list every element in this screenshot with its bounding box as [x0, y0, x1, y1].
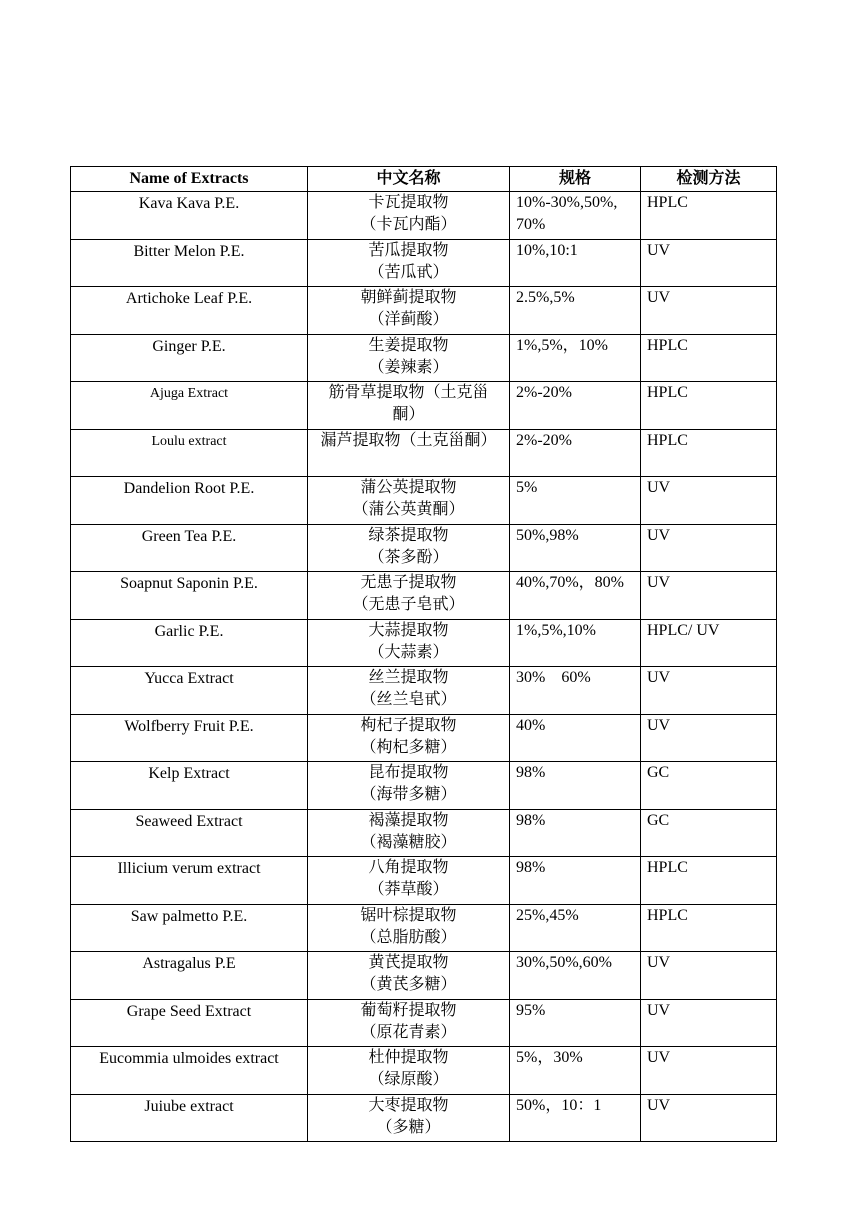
- chinese-name-line1: 黄芪提取物: [368, 954, 449, 971]
- chinese-name: [308, 904, 510, 952]
- table-row: [71, 1094, 777, 1142]
- extract-name-text: Loulu extract: [151, 433, 227, 449]
- extract-name: [71, 999, 308, 1047]
- chinese-name-line2: （绿原酸）: [368, 1071, 449, 1088]
- table-row: [71, 572, 777, 620]
- extract-name: [71, 904, 308, 952]
- extract-name: [71, 1094, 308, 1142]
- table-row: [71, 287, 777, 335]
- header-method: 检测方法: [641, 167, 777, 192]
- test-method-text: UV: [647, 574, 671, 591]
- test-method: [641, 382, 777, 430]
- chinese-name-line1: 昆布提取物: [368, 764, 449, 781]
- test-method: [641, 999, 777, 1047]
- chinese-name-line2: 酮）: [392, 406, 425, 423]
- test-method: [641, 572, 777, 620]
- chinese-name-line1: 朝鲜蓟提取物: [360, 289, 457, 306]
- extract-name: [71, 239, 308, 287]
- specification-line1: 1%,5%，10%: [516, 336, 608, 354]
- extract-name-text: Bitter Melon P.E.: [133, 242, 245, 260]
- table-row: [71, 999, 777, 1047]
- chinese-name-line1: 八角提取物: [368, 859, 449, 876]
- header-cn: 中文名称: [308, 167, 510, 192]
- chinese-name: [308, 287, 510, 335]
- extract-name-text: Soapnut Saponin P.E.: [120, 575, 258, 592]
- test-method-text: HPLC: [647, 906, 688, 924]
- chinese-name-line2: （海带多糖）: [360, 786, 457, 803]
- test-method-text: UV: [647, 1049, 671, 1066]
- test-method-text: UV: [647, 954, 671, 971]
- table-row: [71, 619, 777, 667]
- chinese-name-line1: 褐藻提取物: [368, 811, 449, 829]
- chinese-name: [308, 334, 510, 382]
- specification: [510, 334, 641, 382]
- test-method: [641, 619, 777, 667]
- extract-name-text: Illicium verum extract: [117, 860, 261, 877]
- table-row: [71, 1047, 777, 1095]
- specification: [510, 762, 641, 810]
- test-method: [641, 714, 777, 762]
- test-method-text: HPLC: [647, 859, 688, 876]
- chinese-name-line2: （蒲公英黄酮）: [352, 501, 465, 518]
- test-method-text: HPLC: [647, 194, 688, 211]
- specification-line1: 50%，10：1: [516, 1096, 602, 1114]
- specification: [510, 239, 641, 287]
- table-row: [71, 809, 777, 857]
- header-name: Name of Extracts: [71, 167, 308, 192]
- chinese-name-line2: （莽草酸）: [368, 881, 449, 898]
- extracts-table: [70, 166, 777, 1142]
- table-row: [71, 714, 777, 762]
- table-row: [71, 429, 777, 477]
- specification-line1: 10%,10:1: [516, 241, 578, 259]
- chinese-name: [308, 524, 510, 572]
- test-method: [641, 524, 777, 572]
- specification: [510, 714, 641, 762]
- extract-name-text: Kelp Extract: [148, 765, 230, 782]
- specification-line1: 50%,98%: [516, 526, 579, 544]
- specification: [510, 809, 641, 857]
- extract-name: [71, 572, 308, 620]
- extract-name-text: Garlic P.E.: [154, 622, 224, 640]
- specification: [510, 287, 641, 335]
- specification-line1: 5%，30%: [516, 1049, 583, 1066]
- test-method: [641, 952, 777, 1000]
- chinese-name-line1: 筋骨草提取物（土克甾: [328, 384, 489, 401]
- specification-line1: 98%: [516, 764, 546, 781]
- table-row: [71, 477, 777, 525]
- test-method: [641, 1047, 777, 1095]
- chinese-name-line2: （卡瓦内酯）: [360, 216, 457, 233]
- test-method: [641, 857, 777, 905]
- test-method-text: HPLC: [647, 336, 688, 354]
- chinese-name-line2: （姜辣素）: [368, 358, 449, 376]
- chinese-name-line1: 大蒜提取物: [368, 621, 449, 639]
- chinese-name-line2: （茶多酚）: [368, 548, 449, 566]
- specification-line1: 40%,70%，80%: [516, 574, 624, 591]
- extract-name: [71, 762, 308, 810]
- chinese-name-line1: 枸杞子提取物: [360, 716, 457, 734]
- extract-name-text: Seaweed Extract: [135, 812, 243, 830]
- specification: [510, 572, 641, 620]
- chinese-name: [308, 572, 510, 620]
- specification-line1: 1%,5%,10%: [516, 621, 596, 639]
- chinese-name-line2: （总脂肪酸）: [360, 928, 457, 946]
- chinese-name-line2: （褐藻糖胶）: [360, 833, 457, 851]
- specification: [510, 524, 641, 572]
- extract-name-text: Green Tea P.E.: [141, 527, 237, 545]
- table-row: [71, 952, 777, 1000]
- specification: [510, 952, 641, 1000]
- chinese-name: [308, 952, 510, 1000]
- chinese-name-line2: （黄芪多糖）: [360, 976, 457, 993]
- test-method-text: UV: [647, 716, 671, 734]
- test-method: [641, 192, 777, 240]
- specification: [510, 999, 641, 1047]
- extract-name-text: Grape Seed Extract: [126, 1002, 252, 1020]
- test-method: [641, 667, 777, 715]
- test-method: [641, 287, 777, 335]
- extract-name-text: Wolfberry Fruit P.E.: [124, 717, 254, 735]
- chinese-name-line1: 无患子提取物: [360, 574, 457, 591]
- test-method: [641, 239, 777, 287]
- test-method: [641, 1094, 777, 1142]
- specification: [510, 192, 641, 240]
- extract-name-text: Artichoke Leaf P.E.: [125, 290, 253, 307]
- extract-name: [71, 524, 308, 572]
- extract-name: [71, 334, 308, 382]
- test-method-text: GC: [647, 811, 670, 829]
- extract-name: [71, 429, 308, 477]
- extract-name: [71, 1047, 308, 1095]
- test-method-text: GC: [647, 764, 670, 781]
- specification-line1: 98%: [516, 811, 546, 829]
- extract-name-text: Juiube extract: [144, 1097, 234, 1115]
- specification-line1: 98%: [516, 859, 546, 876]
- specification: [510, 904, 641, 952]
- chinese-name: [308, 1047, 510, 1095]
- specification: [510, 857, 641, 905]
- extract-name: [71, 714, 308, 762]
- table-row: [71, 334, 777, 382]
- test-method-text: UV: [647, 526, 671, 544]
- chinese-name-line2: （枸杞多糖）: [360, 738, 457, 756]
- extract-name: [71, 667, 308, 715]
- test-method-text: HPLC/ UV: [647, 621, 720, 639]
- header-spec: 规格: [510, 167, 641, 192]
- specification-line1: 5%: [516, 479, 538, 496]
- test-method-text: UV: [647, 1001, 671, 1019]
- specification-line1: 25%,45%: [516, 906, 579, 924]
- test-method-text: HPLC: [647, 431, 688, 449]
- specification-line1: 10%-30%,50%,: [516, 194, 618, 211]
- test-method: [641, 429, 777, 477]
- table-row: [71, 667, 777, 715]
- extract-name-text: Eucommia ulmoides extract: [99, 1050, 279, 1067]
- chinese-name: [308, 809, 510, 857]
- test-method: [641, 762, 777, 810]
- chinese-name-line2: （无患子皂甙）: [352, 596, 465, 613]
- table-row: [71, 524, 777, 572]
- chinese-name-line1: 漏芦提取物（土克甾酮）: [320, 431, 497, 449]
- chinese-name-line1: 杜仲提取物: [368, 1049, 449, 1066]
- table-row: [71, 857, 777, 905]
- test-method-text: UV: [647, 1096, 671, 1114]
- chinese-name: [308, 667, 510, 715]
- chinese-name: [308, 429, 510, 477]
- chinese-name-line1: 葡萄籽提取物: [360, 1001, 457, 1019]
- test-method: [641, 334, 777, 382]
- chinese-name-line2: （大蒜素）: [368, 643, 449, 661]
- specification: [510, 667, 641, 715]
- chinese-name-line2: （原花青素）: [360, 1023, 457, 1041]
- chinese-name: [308, 239, 510, 287]
- extract-name-text: Ajuga Extract: [149, 386, 229, 401]
- chinese-name-line1: 丝兰提取物: [368, 669, 449, 686]
- chinese-name-line1: 蒲公英提取物: [360, 479, 457, 496]
- chinese-name-line2: （丝兰皂甙）: [360, 691, 457, 708]
- extract-name: [71, 192, 308, 240]
- extract-name: [71, 477, 308, 525]
- chinese-name-line2: （多糖）: [376, 1118, 441, 1136]
- extract-name-text: Yucca Extract: [144, 670, 234, 687]
- extract-name: [71, 857, 308, 905]
- extract-name: [71, 382, 308, 430]
- chinese-name-line2: （苦瓜甙）: [368, 263, 449, 281]
- chinese-name: [308, 762, 510, 810]
- test-method-text: HPLC: [647, 384, 688, 401]
- extract-name-text: Saw palmetto P.E.: [130, 907, 248, 925]
- specification-line1: 30% 60%: [516, 669, 591, 686]
- test-method-text: UV: [647, 479, 671, 496]
- chinese-name-line1: 锯叶棕提取物: [360, 906, 457, 924]
- extract-name: [71, 809, 308, 857]
- extract-name-text: Ginger P.E.: [152, 337, 226, 355]
- test-method-text: UV: [647, 669, 671, 686]
- test-method: [641, 477, 777, 525]
- chinese-name: [308, 619, 510, 667]
- extract-name-text: Astragalus P.E: [142, 955, 236, 972]
- specification-line1: 30%,50%,60%: [516, 954, 612, 971]
- specification-line1: 95%: [516, 1001, 546, 1019]
- chinese-name: [308, 999, 510, 1047]
- specification-line1: 2%-20%: [516, 431, 572, 449]
- chinese-name: [308, 192, 510, 240]
- table-row: [71, 192, 777, 240]
- table-row: [71, 904, 777, 952]
- test-method-text: UV: [647, 241, 671, 259]
- specification-line2: 70%: [516, 216, 546, 233]
- specification: [510, 1047, 641, 1095]
- extract-name: [71, 619, 308, 667]
- extract-name-text: Kava Kava P.E.: [138, 195, 240, 212]
- extract-name: [71, 287, 308, 335]
- chinese-name-line1: 生姜提取物: [368, 336, 449, 354]
- table-row: [71, 382, 777, 430]
- chinese-name-line2: （洋蓟酸）: [368, 311, 449, 328]
- specification: [510, 382, 641, 430]
- chinese-name: [308, 857, 510, 905]
- table-row: [71, 239, 777, 287]
- test-method: [641, 904, 777, 952]
- chinese-name: [308, 382, 510, 430]
- specification-line1: 2.5%,5%: [516, 289, 575, 306]
- chinese-name: [308, 477, 510, 525]
- chinese-name-line1: 卡瓦提取物: [368, 194, 449, 211]
- specification: [510, 429, 641, 477]
- specification: [510, 619, 641, 667]
- specification-line1: 2%-20%: [516, 384, 572, 401]
- specification: [510, 1094, 641, 1142]
- chinese-name: [308, 1094, 510, 1142]
- specification: [510, 477, 641, 525]
- chinese-name-line1: 大枣提取物: [368, 1096, 449, 1114]
- table-row: [71, 762, 777, 810]
- extract-name: [71, 952, 308, 1000]
- chinese-name: [308, 714, 510, 762]
- chinese-name-line1: 苦瓜提取物: [368, 241, 449, 259]
- table-header-row: [71, 167, 777, 192]
- chinese-name-line1: 绿茶提取物: [368, 526, 449, 544]
- extract-name-text: Dandelion Root P.E.: [123, 480, 255, 497]
- specification-line1: 40%: [516, 716, 546, 734]
- test-method-text: UV: [647, 289, 671, 306]
- test-method: [641, 809, 777, 857]
